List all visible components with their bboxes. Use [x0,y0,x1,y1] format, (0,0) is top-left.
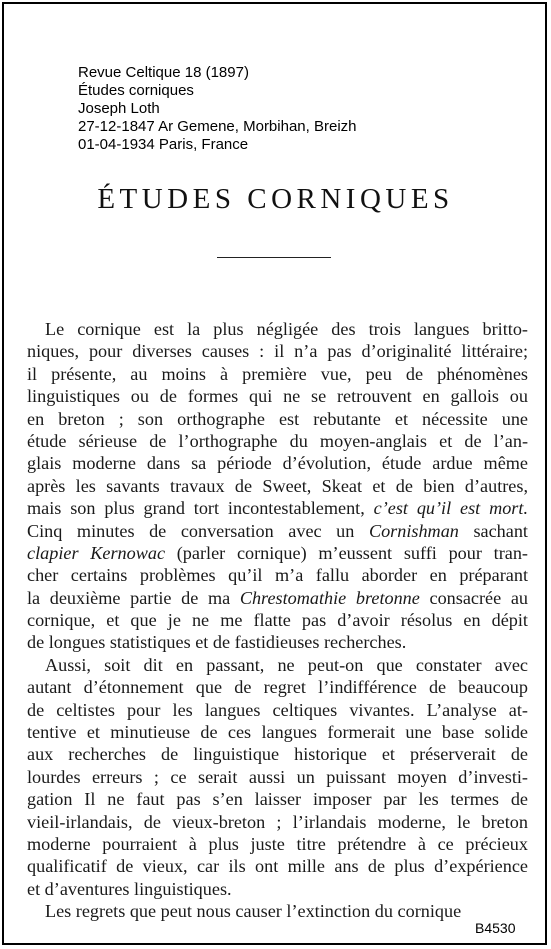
text-line: gation Il ne faut pas s’en laisser imposer par les termes de [27,789,528,810]
text-line: cher certains problèmes qu’il m’a fallu aborder en préparant [27,565,528,586]
text-line: vieil-irlandais, de vieux-breton ; l’irlandais moderne, le breton [27,811,528,832]
text-line: Le cornique est la plus négligée des trois langues britto- [45,319,528,339]
text-line: moderne pourraient à plus juste titre prétendre à ce précieux [27,833,528,854]
text-line: tentive et minutieuse de ces langues formerait une base solide [27,722,528,743]
text-line: étude sérieuse de l’orthographe du moyen-anglais et de l’an- [27,430,528,451]
text-line: autant d’étonnement que de regret l’indifférence de beaucoup [27,677,528,698]
italic-phrase: Cornishman [368,520,459,541]
text-line: aux recherches de linguistique historique et préserverait de [27,744,528,765]
text-line: après les savants travaux de Sweet, Skeat et de bien d’autres, [27,475,528,496]
citation-death: 01-04-1934 Paris, France [78,136,249,153]
text-line: Les regrets que peut nous causer l’extinction du cornique [45,901,462,922]
citation-journal: Revue Celtique 18 (1897) [78,64,249,81]
text-line: qualificatif de vieux, car ils ont mille ans de plus d’expérience [27,856,528,877]
italic-phrase: clapier Kernowac [27,542,166,563]
text-line: de longues statistiques et de fastidieuses recherches. [27,632,407,653]
italic-phrase: c’est qu’il est mort. [373,498,528,519]
text-line: lourdes erreurs ; ce serait aussi un puissant moyen d’investi- [27,766,528,787]
text-line: niques, pour diverses causes : il n’a pas d’originalité littéraire; [27,341,528,362]
text-line: mais son plus grand tort incontestablement, c’est qu’il est mort. [27,498,528,519]
text-line: la deuxième partie de ma Chrestomathie bretonne consacrée au [27,587,528,608]
document-code: B4530 [475,920,516,936]
text-line: de celtistes pour les langues celtiques vivantes. L’analyse at- [27,699,528,720]
text-line: linguistiques ou de formes qui ne se retrouvent en gallois ou [27,386,528,407]
citation-header [78,64,357,154]
citation-title: Études corniques [78,82,194,99]
article-body [27,318,528,923]
text-line: Cinq minutes de conversation avec un Cornishman sachant [27,520,528,541]
text-line: Aussi, soit dit en passant, ne peut-on que constater avec [45,654,528,675]
citation-birth: 27-12-1847 Ar Gemene, Morbihan, Breizh [78,118,357,135]
italic-phrase: Chrestomathie bretonne [239,587,420,608]
text-line: clapier Kernowac (parler cornique) m’eussent suffi pour tran- [27,542,528,563]
text-line: glais moderne dans sa période d’évolution, étude ardue même [27,453,528,474]
text-line: en breton ; son orthographe est rebutante et nécessite une [27,408,528,429]
text-line: il présente, au moins à première vue, peu de phénomènes [27,363,528,384]
citation-author: Joseph Loth [78,100,160,117]
text-line: cornique, et que je ne me flatte pas d’avoir résolus en dépit [27,610,528,631]
text-line: et d’aventures linguistiques. [27,878,232,899]
article-title: ÉTUDES CORNIQUES [97,183,454,215]
title-divider [217,257,331,258]
